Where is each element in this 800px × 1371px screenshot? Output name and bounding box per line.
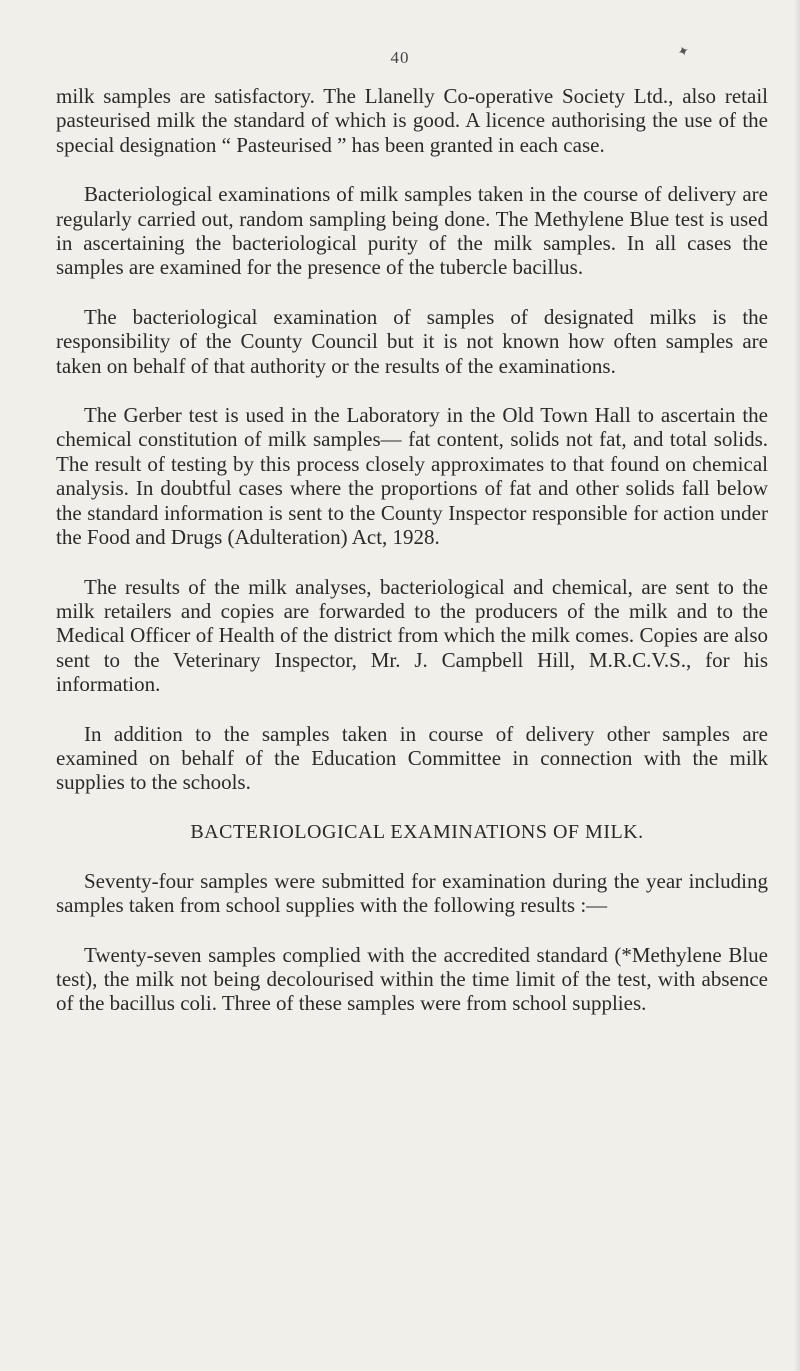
paragraph: The results of the milk analyses, bacteriological and chemical, are sent to the milk retailers and copies are forwarded to the producers of the milk and to the Medical Officer of Health of the district from which the milk comes. Copies are also sent to the Veterinary Inspector, Mr. J. Campbell Hill, M.R.C.V.S., for his information.	[56, 574, 768, 697]
ink-mark: ✦	[675, 43, 692, 62]
paragraph: Twenty-seven samples complied with the accredited standard (*Methylene Blue test), the milk not being decolourised within the time limit of the test, with absence of the bacillus coli. Three of these samples were from school supplies.	[56, 942, 768, 1016]
section-heading: BACTERIOLOGICAL EXAMINATIONS OF MILK.	[190, 820, 644, 843]
paragraph: In addition to the samples taken in course of delivery other samples are examined on behalf of the Education Committee in connection with the milk supplies to the schools.	[56, 721, 768, 795]
paragraph: The bacteriological examination of samples of designated milks is the responsibility of the County Council but it is not known how often samples are taken on behalf of that authority or the results of the examinations.	[56, 304, 768, 378]
paragraph: Bacteriological examinations of milk samples taken in the course of delivery are regularly carried out, random sampling being done. The Methylene Blue test is used in ascertaining the bacteriological purity of the milk samples. In all cases the samples are examined for the presence of the tubercle bacillus.	[56, 182, 768, 280]
body-text	[56, 84, 768, 1016]
page-edge-shadow	[794, 0, 800, 1371]
paragraph: The Gerber test is used in the Laboratory in the Old Town Hall to ascertain the chemical constitution of milk samples— fat content, solids not fat, and total solids. The result of testing by this process closely approximates to that found on chemical analysis. In doubtful cases where the proportions of fat and other solids fall below the standard information is sent to the County Inspector responsible for action under the Food and Drugs (Adulteration) Act, 1928.	[56, 403, 768, 550]
page-number: 40	[390, 48, 410, 67]
paragraph: milk samples are satisfactory. The Llanelly Co-operative Society Ltd., also retail pasteurised milk the standard of which is good. A licence authorising the use of the special designation “ Pasteurised ” has been granted in each case.	[56, 84, 768, 157]
paragraph: Seventy-four samples were submitted for examination during the year including samples taken from school supplies with the following results :—	[56, 868, 768, 918]
